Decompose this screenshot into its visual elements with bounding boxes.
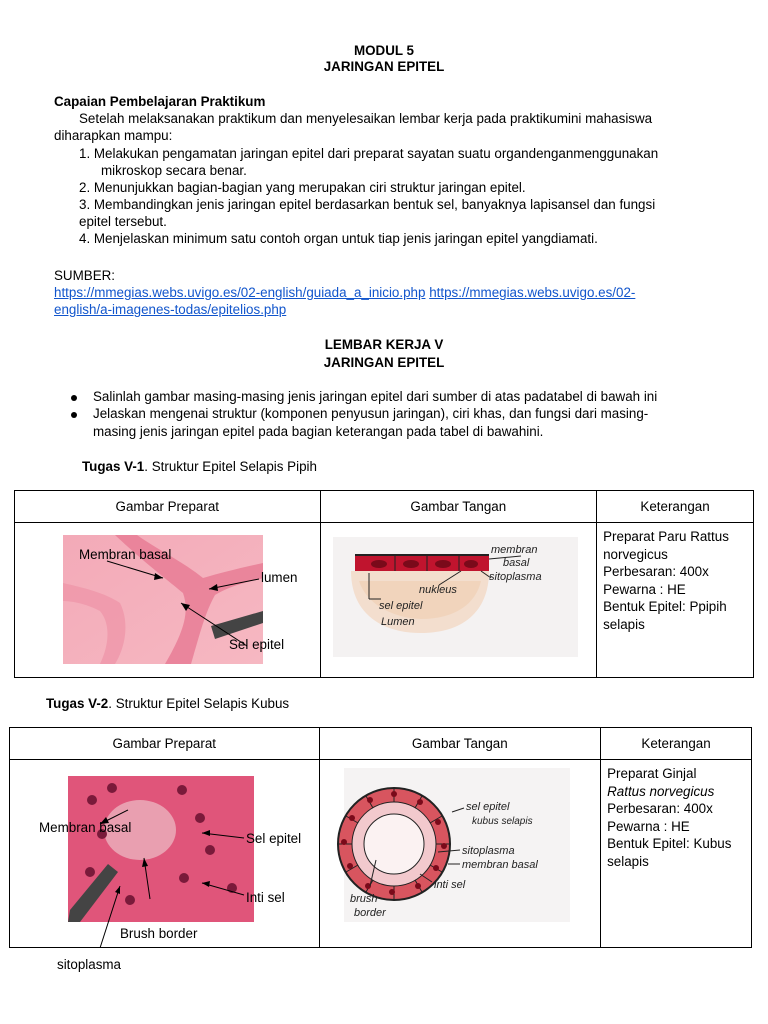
t1-ket-line-1: Preparat Paru Rattus	[603, 529, 729, 544]
t1-hand-label-nukleus: nukleus	[418, 584, 457, 596]
module-number: MODUL 5	[353, 43, 415, 58]
tugas-2-label: Tugas V-2	[46, 696, 109, 711]
t2-label-brush-border: Brush border	[120, 926, 198, 941]
table-tugas-1	[14, 490, 754, 678]
t2-header-preparat: Gambar Preparat	[10, 728, 320, 760]
t2-label-sitoplasma: sitoplasma	[57, 957, 122, 972]
t2-cell-preparat	[10, 760, 320, 972]
instruction-2-cont: masing jenis jaringan epitel pada bagian keterangan pada tabel di bawahini.	[93, 424, 544, 439]
t1-cell-keterangan	[597, 523, 754, 678]
t1-label-lumen: lumen	[261, 570, 298, 585]
t1-label-membran-basal: Membran basal	[79, 547, 172, 562]
t2-cell-keterangan	[601, 760, 752, 948]
t1-header-tangan: Gambar Tangan	[320, 491, 597, 523]
capaian-intro-2: diharapkan mampu:	[54, 128, 173, 143]
capaian-item-3: 3. Membandingkan jenis jaringan epitel berdasarkan bentuk sel, banyaknya lapisansel dan fungsi	[79, 197, 656, 212]
t2-hand-drawing	[320, 760, 602, 948]
tugas-1-heading	[82, 459, 317, 474]
t2-ket-line-4: Pewarna : HE	[607, 818, 690, 834]
t1-ket-line-3: Perbesaran: 400x	[603, 564, 709, 580]
t2-label-membran-basal: Membran basal	[39, 820, 132, 835]
t2-ket-line-3: Perbesaran: 400x	[607, 801, 713, 817]
capaian-item-1-cont: mikroskop secara benar.	[101, 163, 247, 178]
t2-ket-line-6: selapis	[607, 853, 649, 869]
t1-header-keterangan: Keterangan	[597, 491, 754, 523]
bullet-1	[71, 395, 77, 401]
t1-hand-label-sitoplasma: sitoplasma	[488, 571, 542, 583]
t1-ket-line-5: Bentuk Epitel: Ppipih	[603, 599, 727, 615]
t1-cell-preparat	[15, 523, 321, 678]
t2-preparat-image	[10, 760, 320, 948]
t2-hand-label-membran: membran basal	[461, 859, 538, 871]
t2-hand-label-border: border	[353, 907, 386, 919]
t2-hand-label-sel-epitel: sel epitel	[465, 801, 509, 813]
t2-ket-line-2: Rattus norvegicus	[607, 783, 715, 799]
tugas-2-heading	[46, 696, 289, 711]
t2-header-tangan: Gambar Tangan	[319, 728, 601, 760]
t1-hand-label-membran: membran	[490, 544, 537, 556]
t1-ket-line-6: selapis	[603, 616, 645, 632]
capaian-item-4: 4. Menjelaskan minimum satu contoh organ untuk tiap jenis jaringan epitel yangdiamati.	[79, 231, 598, 246]
t2-hand-label-sitoplasma: sitoplasma	[461, 845, 515, 857]
t1-ket-line-4: Pewarna : HE	[603, 581, 686, 597]
capaian-intro-1: Setelah melaksanakan praktikum dan menyelesaikan lembar kerja pada praktikumini mahasiswa	[79, 111, 653, 126]
t2-ket-line-1: Preparat Ginjal	[607, 766, 697, 781]
capaian-heading: Capaian Pembelajaran Praktikum	[54, 94, 266, 109]
t1-hand-drawing	[321, 523, 598, 678]
tugas-2-title: . Struktur Epitel Selapis Kubus	[108, 696, 290, 711]
t2-hand-label-brush: brush	[349, 893, 378, 905]
module-title: JARINGAN EPITEL	[323, 59, 445, 74]
capaian-item-1: 1. Melakukan pengamatan jaringan epitel dari preparat sayatan suatu organdenganmenggunakan	[79, 146, 659, 161]
t1-cell-tangan	[320, 523, 597, 678]
t2-cell-tangan	[319, 760, 601, 948]
t1-ket-line-2: norvegicus	[603, 546, 668, 562]
t1-hand-label-lumen: Lumen	[380, 616, 415, 628]
t2-hand-label-kubus: kubus selapis	[471, 816, 533, 827]
t1-hand-label-sel-epitel: sel epitel	[378, 600, 422, 612]
sumber-link-2-cont[interactable]: english/a-imagenes-todas/epitelios.php	[54, 302, 287, 317]
table-tugas-2	[9, 727, 752, 972]
instruction-2: Jelaskan mengenai struktur (komponen penyusun jaringan), ciri khas, dan fungsi dari masing-	[93, 406, 649, 421]
tugas-1-label: Tugas V-1	[82, 459, 145, 474]
t1-hand-label-basal: basal	[502, 557, 529, 569]
sumber-label: SUMBER:	[54, 268, 116, 283]
lembar-title: LEMBAR KERJA V	[324, 337, 444, 352]
sumber-link-2[interactable]: https://mmegias.webs.uvigo.es/02-	[429, 285, 636, 300]
capaian-item-3-cont: epitel tersebut.	[79, 214, 167, 229]
t2-label-inti-sel: Inti sel	[246, 890, 285, 905]
t1-header-preparat: Gambar Preparat	[15, 491, 321, 523]
capaian-item-2: 2. Menunjukkan bagian-bagian yang merupakan ciri struktur jaringan epitel.	[79, 180, 526, 195]
t2-hand-label-inti: inti sel	[433, 879, 465, 891]
t2-label-sel-epitel: Sel epitel	[246, 831, 302, 846]
instruction-1: Salinlah gambar masing-masing jenis jaringan epitel dari sumber di atas padatabel di bawah ini	[93, 389, 658, 404]
sumber-link-1[interactable]: https://mmegias.webs.uvigo.es/02-english/guiada_a_inicio.php	[54, 285, 426, 300]
t2-ket-line-5: Bentuk Epitel: Kubus	[607, 836, 732, 852]
tugas-1-title: . Struktur Epitel Selapis Pipih	[144, 459, 317, 474]
t1-label-sel-epitel: Sel epitel	[229, 637, 285, 652]
bullet-2	[71, 412, 77, 418]
lembar-subtitle: JARINGAN EPITEL	[323, 355, 445, 370]
t2-header-keterangan: Keterangan	[601, 728, 752, 760]
